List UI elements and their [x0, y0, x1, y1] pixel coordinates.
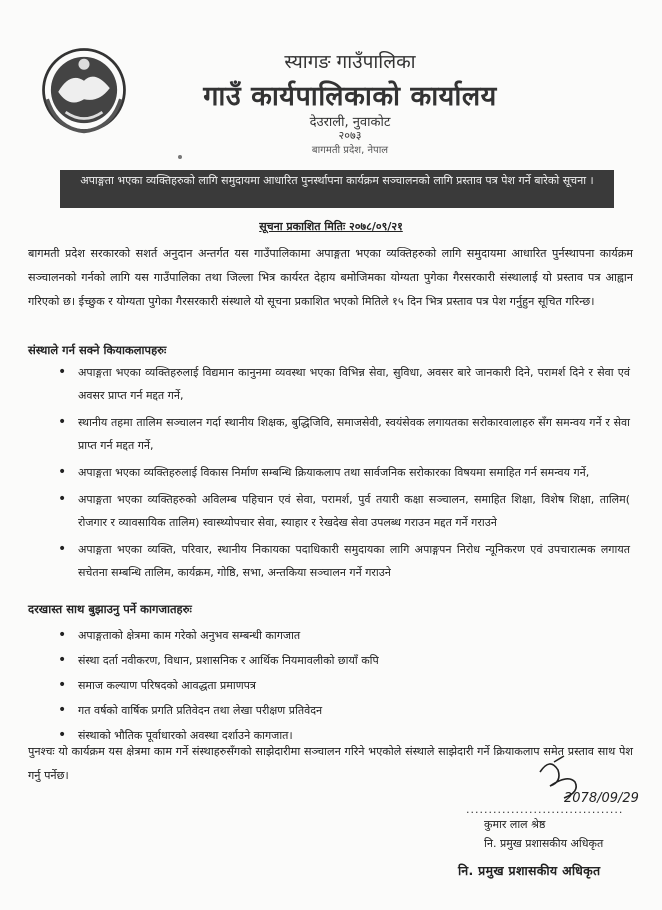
- list-item: • समाज कल्याण परिषदको आवद्धता प्रमाणपत्र: [56, 674, 630, 697]
- notice-title-banner: अपाङ्गता भएका व्यक्तिहरुको लागि समुदायमा आधारित पुनर्स्थापना कार्यक्रम सञ्चालनको लागि प्रस्ताव पत्र पेश गर्ने बारेको सूचना ।: [60, 170, 614, 208]
- list-item: • अपाङ्गता भएका व्यक्तिहरुलाई विकास निर्माण सम्बन्धि क्रियाकलाप तथा सार्वजनिक सरोकारका विषयमा समाहित गर्न समन्वय गर्ने,: [56, 461, 630, 484]
- signatory-role: नि. प्रमुख प्रशासकीय अधिकृत: [484, 837, 604, 850]
- publication-date-text: सूचना प्रकाशित मितिः २०७८/०९/२१: [259, 220, 403, 233]
- nepal-emblem-icon: [38, 44, 130, 136]
- municipality-name: स्यागङ गाउँपालिका: [284, 51, 416, 73]
- established-year: २०७३: [338, 129, 362, 142]
- documents-heading: दरखास्त साथ बुझाउनु पर्ने कागजातहरुः: [28, 602, 192, 616]
- intro-paragraph: बागमती प्रदेश सरकारको सशर्त अनुदान अन्तर्गत यस गाउँपालिकामा अपाङ्गता भएका व्यक्तिहरुको लागि समुदायमा आधारित पुर्नस्थापना कार्यक्रम सञ्चालनको गर्नको लागि यस गाउँपालिका तथा जिल्ला भित्र कार्यरत देहाय बमोजिमका योग्यता पुगेका गैरसरकारी संस्थालाई यो प्रस्ताव पत्र आह्वान गरिएको छ। ईच्छुक र योग्यता पुगेका गैरसरकारी संस्थाले यो सूचना प्रकाशित भएको मितिले १५ दिन भित्र प्रस्ताव पत्र पेश गर्नुहुन सूचित गरिन्छ।: [28, 247, 633, 308]
- list-item: • अपाङ्गता भएका व्यक्तिहरुको अविलम्ब पहिचान एवं सेवा, परामर्श, पुर्व तयारी कक्षा सञ्चालन, समाहित शिक्षा, विशेष शिक्षा, तालिम( रोजगार र व्यावसायिक तालिम) स्वास्थ्योपचार सेवा, स्याहार र रेखदेख सेवा उपलब्ध गराउन मद्दत गर्ने गराउने: [56, 488, 630, 534]
- list-item: • अपाङ्गताको क्षेत्रमा काम गरेको अनुभव सम्बन्धी कागजात: [56, 624, 630, 647]
- footnote-paragraph: पुनश्चः यो कार्यक्रम यस क्षेत्रमा काम गर्ने संस्थाहरुसँगको साझेदारीमा सञ्चालन गरिने भएकोले संस्थाले साझेदारी गर्ने क्रियाकलाप समेत प्रस्ताव साथ पेश गर्नु पर्नेछ।: [28, 745, 633, 782]
- province-name: बागमती प्रदेश, नेपाल: [311, 145, 389, 156]
- designation-stamp: नि. प्रमुख प्रशासकीय अधिकृत: [458, 863, 601, 878]
- documents-list: [56, 624, 630, 749]
- office-name: गाउँ कार्यपालिकाको कार्यालय: [203, 81, 497, 112]
- list-item: • संस्थाको भौतिक पूर्वाधारको अवस्था दर्शाउने कागजात।: [56, 724, 630, 747]
- list-item: • स्थानीय तहमा तालिम सञ्चालन गर्दा स्थानीय शिक्षक, बुद्धिजिवि, समाजसेवी, स्वयंसेवक लगायतका सरोकारवालाहरु सँग समन्वय गर्ने र सेवा प्राप्त गर्न मद्दत गर्ने,: [56, 411, 630, 457]
- office-location: देउराली, नुवाकोट: [309, 115, 391, 130]
- signature-line: ...................................: [466, 803, 624, 816]
- list-item: • अपाङ्गता भएका व्यक्तिहरुलाई विद्यमान कानुनमा व्यवस्था भएका विभिन्न सेवा, सुविधा, अवसर बारे जानकारी दिने, परामर्श दिने र सेवा एवं अवसर प्राप्त गर्न मद्दत गर्ने,: [56, 361, 630, 407]
- list-item: • संस्था दर्ता नवीकरण, विधान, प्रशासनिक र आर्थिक नियमावलीको छायाँ कपि: [56, 649, 630, 672]
- signatory-name: कुमार लाल श्रेष्ठ: [484, 818, 546, 831]
- publication-date: [0, 219, 662, 234]
- activities-list: [56, 361, 630, 588]
- scan-speck: [178, 155, 182, 159]
- list-item: • अपाङ्गता भएका व्यक्ति, परिवार, स्थानीय निकायका पदाधिकारी समुदायका लागि अपाङ्गपन निरोध न्यूनिकरण एवं उपचारात्मक लगायत सचेतना सम्बन्धि तालिम, कार्यक्रम, गोष्ठि, सभा, अन्तकिया सञ्चालन गर्ने गराउने: [56, 538, 630, 584]
- handwritten-date: 2078/09/29: [564, 791, 639, 806]
- list-item: • गत वर्षको वार्षिक प्रगति प्रतिवेदन तथा लेखा परीक्षण प्रतिवेदन: [56, 699, 630, 722]
- activities-heading: संस्थाले गर्न सक्ने कियाकलापहरुः: [28, 343, 167, 357]
